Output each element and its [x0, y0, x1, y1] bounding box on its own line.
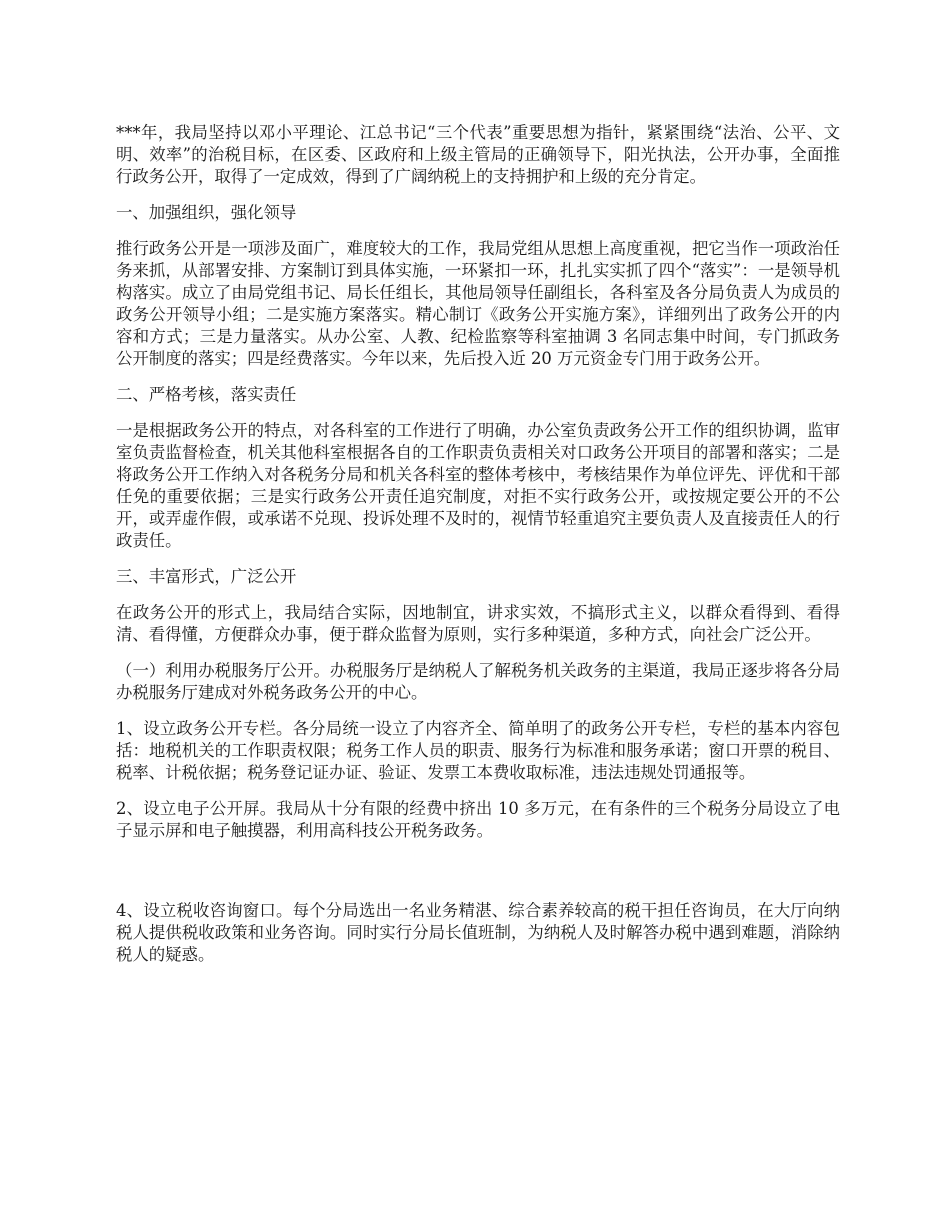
- blank-gap: [116, 856, 840, 900]
- item-1-paragraph: 1、设立政务公开专栏。各分局统一设立了内容齐全、简单明了的政务公开专栏，专栏的基本内容包括：地税机关的工作职责权限；税务工作人员的职责、服务行为标准和服务承诺；窗口开票的税目、税率、计税依据；税务登记证办证、验证、发票工本费收取标准，违法违规处罚通报等。: [116, 719, 840, 782]
- intro-paragraph: ***年，我局坚持以邓小平理论、江总书记“三个代表”重要思想为指针，紧紧围绕“法治、公平、文明、效率”的治税目标，在区委、区政府和上级主管局的正确领导下，阳光执法，公开办事，全面推行政务公开，取得了一定成效，得到了广阔纳税上的支持拥护和上级的充分肯定。: [116, 123, 840, 186]
- subsection-1-paragraph: （一）利用办税服务厅公开。办税服务厅是纳税人了解税务机关政务的主渠道，我局正逐步将各分局办税服务厅建成对外税务政务公开的中心。: [116, 661, 840, 702]
- section-heading-3: 三、丰富形式，广泛公开: [116, 567, 297, 586]
- section-heading-1: 一、加强组织，强化领导: [116, 203, 297, 222]
- section-1-paragraph: 推行政务公开是一项涉及面广，难度较大的工作，我局党组从思想上高度重视，把它当作一项政治任务来抓，从部署安排、方案制订到具体实施，一环紧扣一环，扎扎实实抓了四个“落实”：一是领导机构落实。成立了由局党组书记、局长任组长，其他局领导任副组长，各科室及各分局负责人为成员的政务公开领导小组；二是实施方案落实。精心制订《政务公开实施方案》，详细列出了政务公开的内容和方式；三是力量落实。从办公室、人教、纪检监察等科室抽调 3 名同志集中时间，专门抓政务公开制度的落实；四是经费落实。今年以来，先后投入近 20 万元资金专门用于政务公开。: [116, 239, 840, 368]
- item-4-paragraph: 4、设立税收咨询窗口。每个分局选出一名业务精湛、综合素养较高的税干担任咨询员，在大厅向纳税人提供税收政策和业务咨询。同时实行分局长值班制，为纳税人及时解答办税中遇到难题，消除纳税人的疑惑。: [116, 901, 840, 964]
- section-3-paragraph: 在政务公开的形式上，我局结合实际，因地制宜，讲求实效，不搞形式主义，以群众看得到、看得清、看得懂，方便群众办事，便于群众监督为原则，实行多种渠道，多种方式，向社会广泛公开。: [116, 603, 840, 644]
- section-2-paragraph: 一是根据政务公开的特点，对各科室的工作进行了明确，办公室负责政务公开工作的组织协调，监审室负责监督检查，机关其他科室根据各自的工作职责负责相关对口政务公开项目的部署和落实；二是将政务公开工作纳入对各税务分局和机关各科室的整体考核中，考核结果作为单位评先、评优和干部任免的重要依据；三是实行政务公开责任追究制度，对拒不实行政务公开，或按规定要公开的不公开，或弄虚作假，或承诺不兑现、投诉处理不及时的，视情节轻重追究主要负责人及直接责任人的行政责任。: [116, 421, 840, 550]
- item-2-paragraph: 2、设立电子公开屏。我局从十分有限的经费中挤出 10 多万元，在有条件的三个税务分局设立了电子显示屏和电子触摸器，利用高科技公开税务政务。: [116, 799, 840, 840]
- section-heading-2: 二、严格考核，落实责任: [116, 385, 297, 404]
- document-body: [116, 122, 840, 980]
